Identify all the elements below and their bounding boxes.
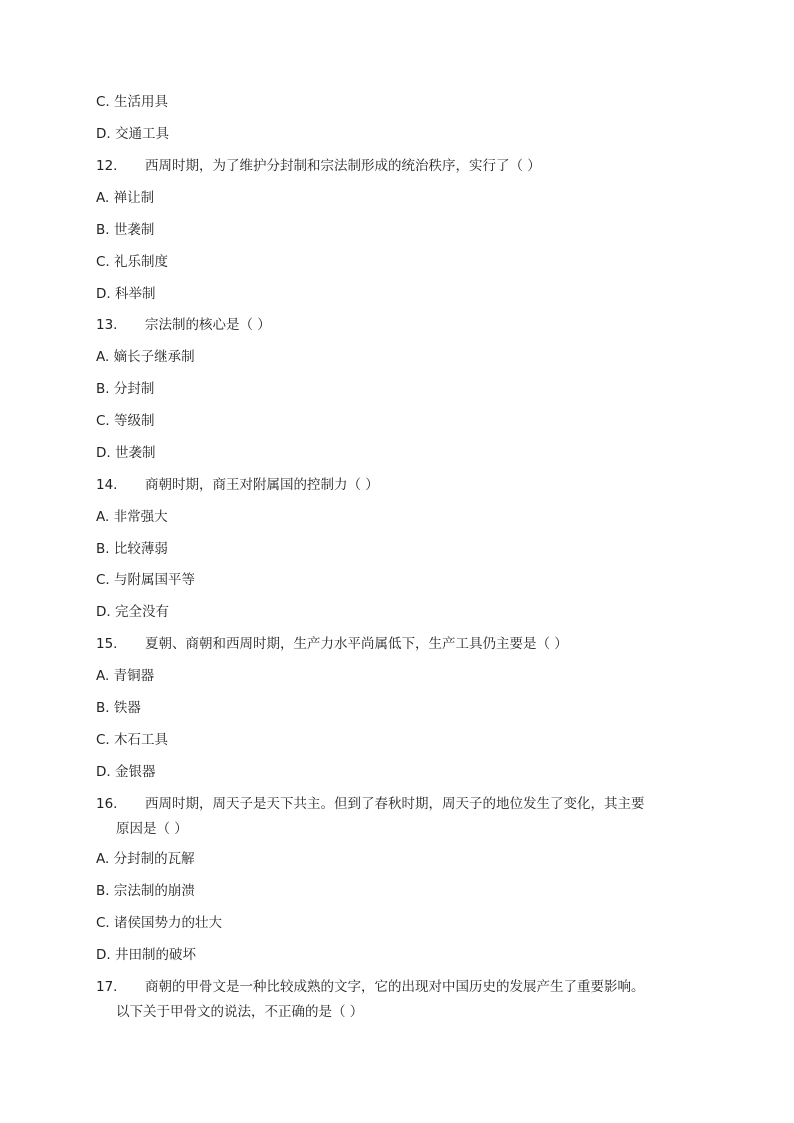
question-stem-continued: 原因是（ ）: [116, 821, 188, 837]
question-number: 17.: [96, 979, 118, 995]
question-stem-continued: 以下关于甲骨文的说法，不正确的是（ ）: [116, 1004, 364, 1020]
question-stem: 商朝时期，商王对附属国的控制力（ ）: [145, 477, 379, 493]
option-a: A. 嫡长子继承制: [96, 349, 195, 365]
question-stem: 夏朝、商朝和西周时期，生产力水平尚属低下，生产工具仍主要是（ ）: [145, 636, 568, 652]
question-number: 12.: [96, 158, 118, 174]
option-a: A. 禅让制: [96, 190, 155, 206]
option-b: B. 世袭制: [96, 222, 155, 238]
option-b: B. 铁器: [96, 700, 141, 716]
option-a: A. 非常强大: [96, 509, 168, 525]
question-stem: 西周时期，周天子是天下共主。但到了春秋时期，周天子的地位发生了变化，其主要: [145, 796, 645, 812]
option-d-q11: D. 交通工具: [96, 126, 169, 142]
option-a: A. 青铜器: [96, 668, 155, 684]
question-stem: 商朝的甲骨文是一种比较成熟的文字，它的出现对中国历史的发展产生了重要影响。: [145, 979, 645, 995]
option-c: C. 礼乐制度: [96, 254, 169, 270]
question-16: [96, 795, 645, 813]
option-b: B. 宗法制的崩溃: [96, 883, 195, 899]
question-17: [96, 978, 645, 996]
option-c: C. 与附属国平等: [96, 572, 196, 588]
option-b: B. 比较薄弱: [96, 541, 168, 557]
question-number: 14.: [96, 477, 118, 493]
option-a: A. 分封制的瓦解: [96, 851, 195, 867]
option-c: C. 诸侯国势力的壮大: [96, 915, 223, 931]
option-d: D. 金银器: [96, 764, 156, 780]
option-c: C. 等级制: [96, 413, 155, 429]
question-stem: 西周时期，为了维护分封制和宗法制形成的统治秩序，实行了（ ）: [145, 158, 541, 174]
option-d: D. 科举制: [96, 286, 156, 302]
question-number: 15.: [96, 636, 118, 652]
question-number: 13.: [96, 317, 118, 333]
option-d: D. 世袭制: [96, 445, 156, 461]
question-stem: 宗法制的核心是（ ）: [145, 317, 271, 333]
option-d: D. 井田制的破坏: [96, 947, 196, 963]
question-number: 16.: [96, 796, 118, 812]
option-d: D. 完全没有: [96, 604, 169, 620]
option-c: C. 木石工具: [96, 732, 169, 748]
question-12: [96, 157, 541, 175]
question-13: [96, 316, 271, 334]
option-b: B. 分封制: [96, 381, 155, 397]
question-14: [96, 476, 379, 494]
question-15: [96, 635, 568, 653]
option-c-q11: C. 生活用具: [96, 94, 169, 110]
